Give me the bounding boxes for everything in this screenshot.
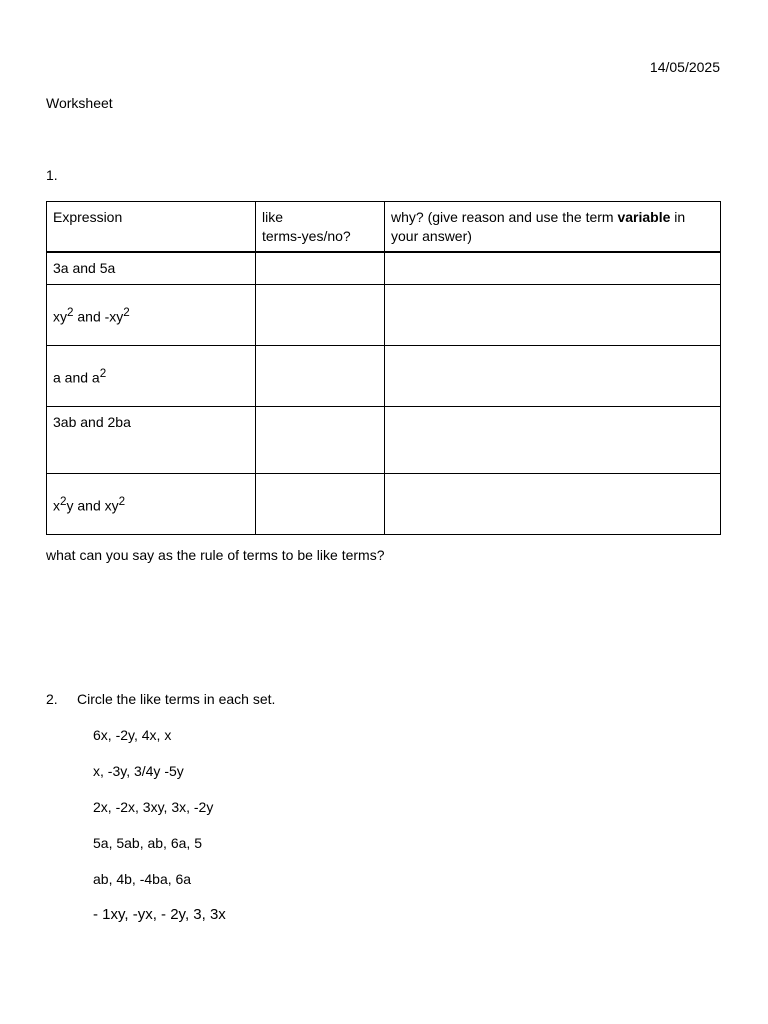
- term-set[interactable]: 2x, -2x, 3xy, 3x, -2y: [93, 799, 214, 815]
- like-answer-cell[interactable]: [256, 252, 385, 285]
- worksheet-title: Worksheet: [46, 95, 113, 111]
- reason-answer-cell[interactable]: [385, 285, 721, 346]
- term-set[interactable]: ab, 4b, -4ba, 6a: [93, 871, 192, 887]
- term-set[interactable]: 5a, 5ab, ab, 6a, 5: [93, 835, 202, 851]
- header-like-terms: like terms-yes/no?: [256, 202, 385, 253]
- table-row: [47, 474, 721, 535]
- table-row: [47, 252, 721, 285]
- like-answer-cell[interactable]: [256, 285, 385, 346]
- header-expression: Expression: [47, 202, 256, 253]
- expression-cell: 3a and 5a: [47, 252, 256, 285]
- question-2-instruction: Circle the like terms in each set.: [77, 691, 276, 707]
- reason-answer-cell[interactable]: [385, 474, 721, 535]
- worksheet-date: 14/05/2025: [649, 59, 720, 75]
- table-row: [47, 407, 721, 474]
- expression-cell: 3ab and 2ba: [47, 407, 256, 474]
- reason-answer-cell[interactable]: [385, 252, 721, 285]
- like-answer-cell[interactable]: [256, 346, 385, 407]
- table-row: [47, 285, 721, 346]
- table-row: [47, 346, 721, 407]
- reason-answer-cell[interactable]: [385, 346, 721, 407]
- expression-cell: $xy^2$ and $-xy^2$: [47, 285, 256, 346]
- like-answer-cell[interactable]: [256, 474, 385, 535]
- expression-cell: $x^2y$ and $xy^2$: [47, 474, 256, 535]
- question-2-number: 2.: [46, 691, 58, 707]
- reason-answer-cell[interactable]: [385, 407, 721, 474]
- term-set[interactable]: 6x, -2y, 4x, x: [93, 727, 172, 743]
- header-why: why? (give reason and use the term variable in your answer): [385, 202, 721, 253]
- rule-question: what can you say as the rule of terms to be like terms?: [46, 547, 385, 563]
- term-set[interactable]: - 1xy, -yx, - 2y, 3, 3x: [93, 906, 226, 923]
- like-terms-table: [46, 201, 721, 535]
- like-answer-cell[interactable]: [256, 407, 385, 474]
- question-1-number: 1.: [46, 167, 58, 183]
- term-set[interactable]: x, -3y, 3/4y -5y: [93, 763, 184, 779]
- expression-cell: a and $a^2$: [47, 346, 256, 407]
